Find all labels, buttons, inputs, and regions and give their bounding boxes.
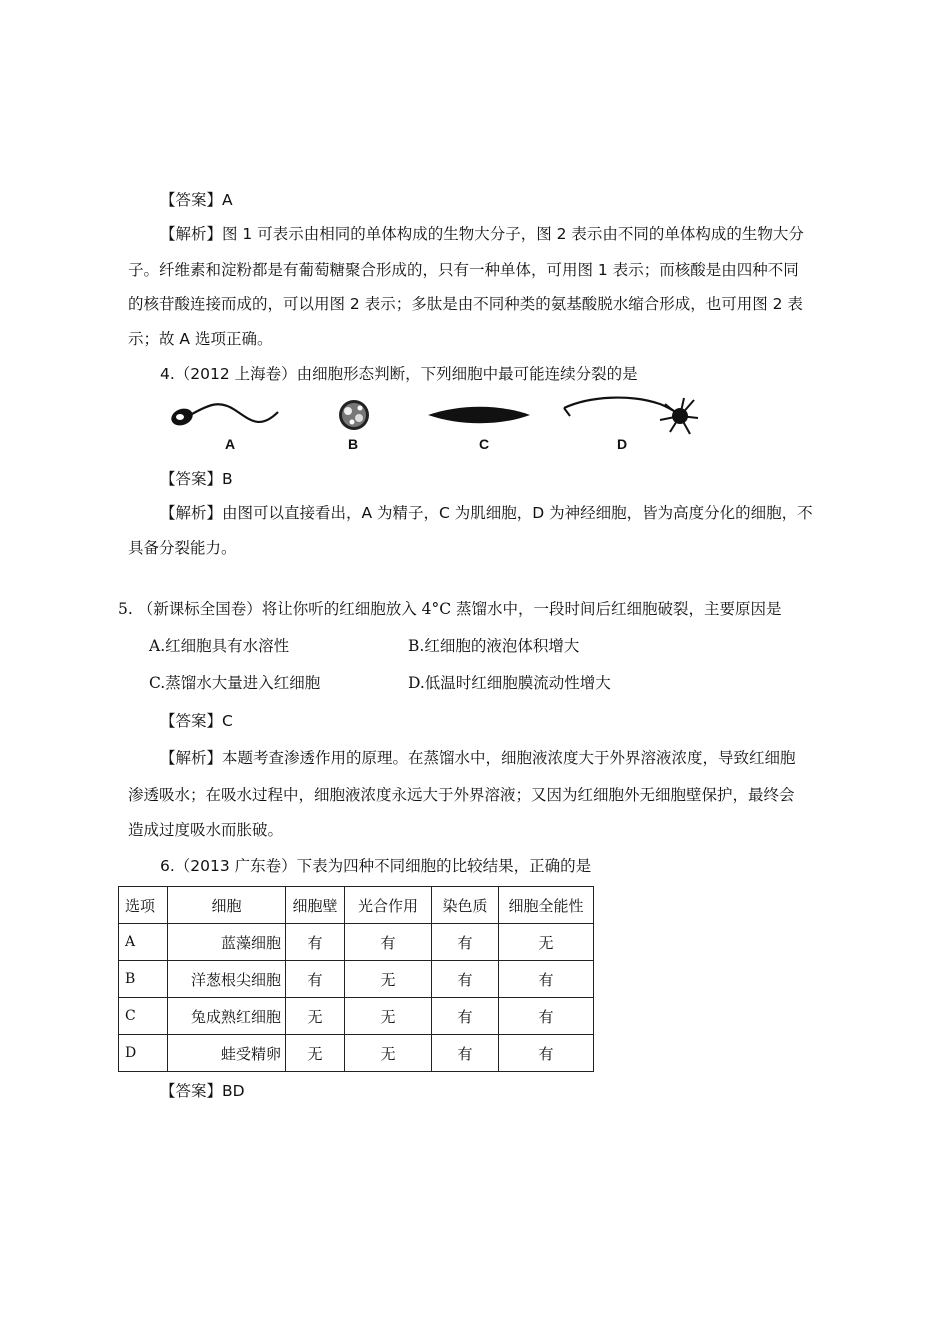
table-cell: 有 [499,998,594,1035]
table-cell: 有 [432,961,499,998]
table-header: 细胞壁 [286,887,345,924]
option-5-b: B.红细胞的液泡体积增大 [408,637,580,655]
table-cell: 无 [345,998,432,1035]
table-row [119,1035,594,1072]
analysis-1-line-1: 【解析】图 1 可表示由相同的单体构成的生物大分子，图 2 表示由不同的单体构成的生物大分 [160,225,804,243]
figure-label-b: B [348,436,359,452]
table-cell: 无 [286,998,345,1035]
table-cell: C [119,998,168,1035]
cell-figures [160,396,720,460]
table-cell: 蓝藻细胞 [168,924,286,961]
round-cell-figure [339,400,369,430]
analysis-5-line-3: 造成过度吸水而胀破。 [128,821,284,839]
option-5-c: C.蒸馏水大量进入红细胞 [149,674,321,692]
table-header: 选项 [119,887,168,924]
table-cell: 无 [286,1035,345,1072]
table-cell: 有 [499,1035,594,1072]
table-cell: 有 [345,924,432,961]
analysis-5-line-2: 渗透吸水；在吸水过程中，细胞液浓度永远大于外界溶液；又因为红细胞外无细胞壁保护，最终会 [128,786,795,804]
table-cell: 兔成熟红细胞 [168,998,286,1035]
analysis-1-line-3: 的核苷酸连接而成的，可以用图 2 表示；多肽是由不同种类的氨基酸脱水缩合形成，也可用图 2 表 [128,295,803,313]
analysis-5-line-1: 【解析】本题考查渗透作用的原理。在蒸馏水中，细胞液浓度大于外界溶液浓度，导致红细胞 [160,749,796,767]
answer-6: 【答案】BD [160,1082,245,1100]
answer-5: 【答案】C [160,712,233,730]
table-cell: A [119,924,168,961]
table-header: 染色质 [432,887,499,924]
table-cell: 无 [499,924,594,961]
question-5: 5. （新课标全国卷）将让你听的红细胞放入 4°C 蒸馏水中，一段时间后红细胞破裂，主要原因是 [118,600,782,618]
neuron-figure [564,398,698,434]
table-cell: D [119,1035,168,1072]
muscle-cell-figure [428,407,530,424]
table-header: 细胞全能性 [499,887,594,924]
table-row [119,998,594,1035]
analysis-1-line-2: 子。纤维素和淀粉都是有葡萄糖聚合形成的，只有一种单体，可用图 1 表示；而核酸是由四种不同 [128,261,799,279]
table-cell: 无 [345,961,432,998]
table-header: 细胞 [168,887,286,924]
table-cell: 有 [286,961,345,998]
option-5-a: A.红细胞具有水溶性 [149,637,290,655]
answer-1: 【答案】A [160,191,233,209]
table-row [119,924,594,961]
figure-label-c: C [479,436,490,452]
table-header-row [119,887,594,924]
analysis-1-line-4: 示；故 A 选项正确。 [128,330,273,348]
sperm-cell-figure [169,404,278,428]
table-row [119,961,594,998]
comparison-table [118,886,594,1072]
table-cell: B [119,961,168,998]
table-cell: 有 [499,961,594,998]
table-cell: 有 [286,924,345,961]
table-cell: 洋葱根尖细胞 [168,961,286,998]
table-cell: 有 [432,1035,499,1072]
table-cell: 有 [432,924,499,961]
table-cell: 蛙受精卵 [168,1035,286,1072]
analysis-4-line-2: 具备分裂能力。 [128,539,237,557]
table-header: 光合作用 [345,887,432,924]
figure-label-d: D [617,436,628,452]
question-4: 4.（2012 上海卷）由细胞形态判断，下列细胞中最可能连续分裂的是 [160,365,638,383]
answer-4: 【答案】B [160,470,233,488]
figure-label-a: A [225,436,236,452]
option-5-d: D.低温时红细胞膜流动性增大 [408,674,611,692]
question-6: 6.（2013 广东卷）下表为四种不同细胞的比较结果，正确的是 [160,857,592,875]
table-cell: 有 [432,998,499,1035]
analysis-4-line-1: 【解析】由图可以直接看出，A 为精子，C 为肌细胞，D 为神经细胞，皆为高度分化的细胞，不 [160,504,813,522]
table-cell: 无 [345,1035,432,1072]
